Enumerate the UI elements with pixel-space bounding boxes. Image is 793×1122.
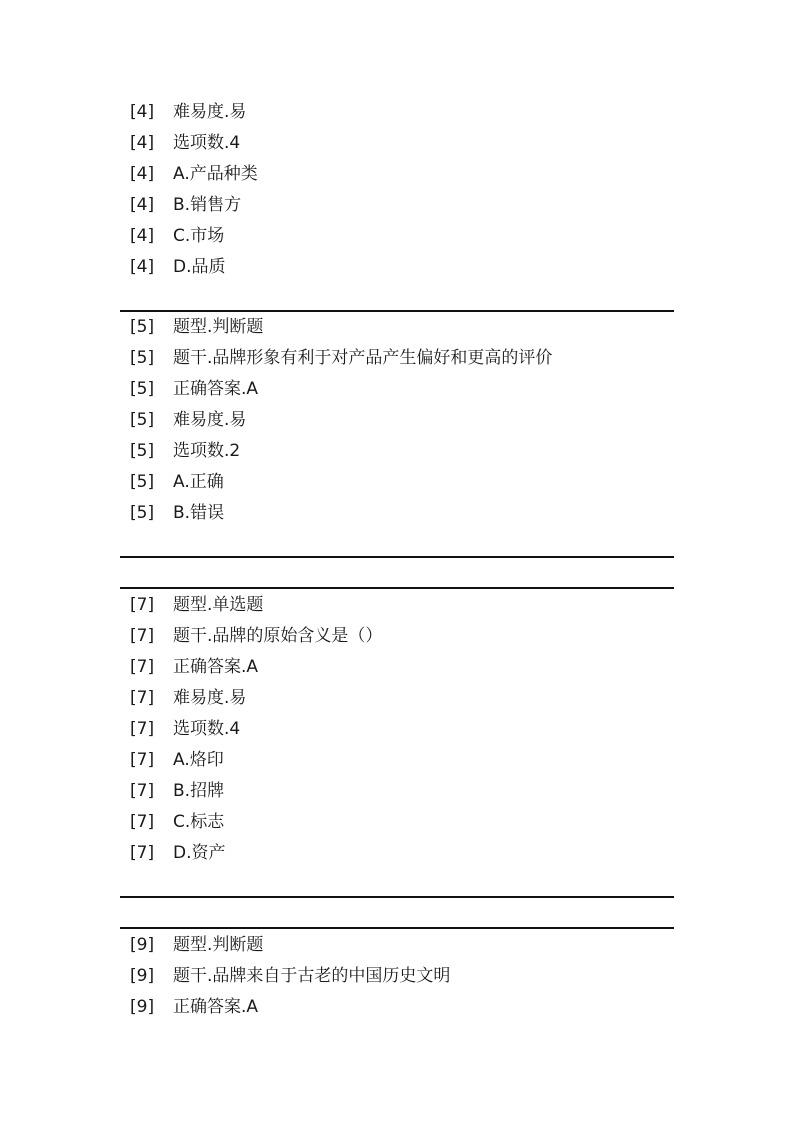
question-field: 正确答案.A	[173, 997, 259, 1017]
question-number: [7]	[130, 843, 155, 863]
question-number: [4]	[130, 195, 155, 215]
question-row	[120, 221, 674, 252]
question-number: [9]	[130, 997, 155, 1017]
question-row	[120, 776, 674, 807]
question-field: A.正确	[173, 472, 224, 492]
question-field: 题干.品牌的原始含义是（）	[173, 626, 383, 646]
question-field: 选项数.4	[173, 719, 241, 739]
question-field: B.招牌	[173, 781, 225, 801]
question-row	[120, 343, 674, 374]
question-field: 难易度.易	[173, 410, 247, 430]
question-row	[120, 312, 674, 343]
question-block-7	[120, 590, 674, 869]
question-row	[120, 714, 674, 745]
question-field: B.销售方	[173, 195, 242, 215]
question-row	[120, 930, 674, 961]
question-number: [7]	[130, 781, 155, 801]
question-field: 题干.品牌来自于古老的中国历史文明	[173, 966, 451, 986]
question-row	[120, 405, 674, 436]
question-row	[120, 190, 674, 221]
question-row	[120, 436, 674, 467]
question-row	[120, 97, 674, 128]
question-field: 选项数.4	[173, 133, 241, 153]
question-row	[120, 128, 674, 159]
question-block-9	[120, 930, 674, 1023]
table-divider	[120, 556, 674, 558]
question-field: 题型.判断题	[173, 935, 264, 955]
question-field: 难易度.易	[173, 688, 247, 708]
question-number: [4]	[130, 257, 155, 277]
question-block-4	[120, 97, 674, 283]
question-number: [7]	[130, 688, 155, 708]
question-field: 题型.单选题	[173, 595, 264, 615]
question-field: C.市场	[173, 226, 225, 246]
question-number: [5]	[130, 472, 155, 492]
question-row	[120, 374, 674, 405]
question-number: [7]	[130, 812, 155, 832]
question-number: [5]	[130, 503, 155, 523]
question-number: [4]	[130, 164, 155, 184]
question-field: 正确答案.A	[173, 657, 259, 677]
question-number: [7]	[130, 719, 155, 739]
question-field: 选项数.2	[173, 441, 241, 461]
question-field: D.资产	[173, 843, 226, 863]
question-field: 正确答案.A	[173, 379, 259, 399]
question-field: 难易度.易	[173, 102, 247, 122]
question-row	[120, 652, 674, 683]
question-field: A.产品种类	[173, 164, 258, 184]
question-number: [4]	[130, 102, 155, 122]
question-field: D.品质	[173, 257, 226, 277]
question-number: [9]	[130, 935, 155, 955]
question-row	[120, 992, 674, 1023]
question-row	[120, 467, 674, 498]
question-row	[120, 590, 674, 621]
question-row	[120, 807, 674, 838]
question-number: [5]	[130, 441, 155, 461]
question-row	[120, 252, 674, 283]
question-number: [7]	[130, 626, 155, 646]
table-divider	[120, 927, 674, 929]
question-number: [7]	[130, 595, 155, 615]
question-number: [5]	[130, 379, 155, 399]
table-divider	[120, 587, 674, 589]
question-number: [7]	[130, 750, 155, 770]
question-row	[120, 159, 674, 190]
question-field: B.错误	[173, 503, 225, 523]
question-field: A.烙印	[173, 750, 224, 770]
question-number: [7]	[130, 657, 155, 677]
question-number: [5]	[130, 317, 155, 337]
table-divider	[120, 896, 674, 898]
question-field: 题型.判断题	[173, 317, 264, 337]
question-number: [5]	[130, 348, 155, 368]
question-block-5	[120, 312, 674, 529]
question-field: C.标志	[173, 812, 225, 832]
question-row	[120, 961, 674, 992]
question-field: 题干.品牌形象有利于对产品产生偏好和更高的评价	[173, 348, 553, 368]
question-number: [5]	[130, 410, 155, 430]
question-row	[120, 838, 674, 869]
question-number: [4]	[130, 226, 155, 246]
question-row	[120, 498, 674, 529]
question-row	[120, 683, 674, 714]
question-row	[120, 621, 674, 652]
question-row	[120, 745, 674, 776]
question-number: [9]	[130, 966, 155, 986]
question-number: [4]	[130, 133, 155, 153]
